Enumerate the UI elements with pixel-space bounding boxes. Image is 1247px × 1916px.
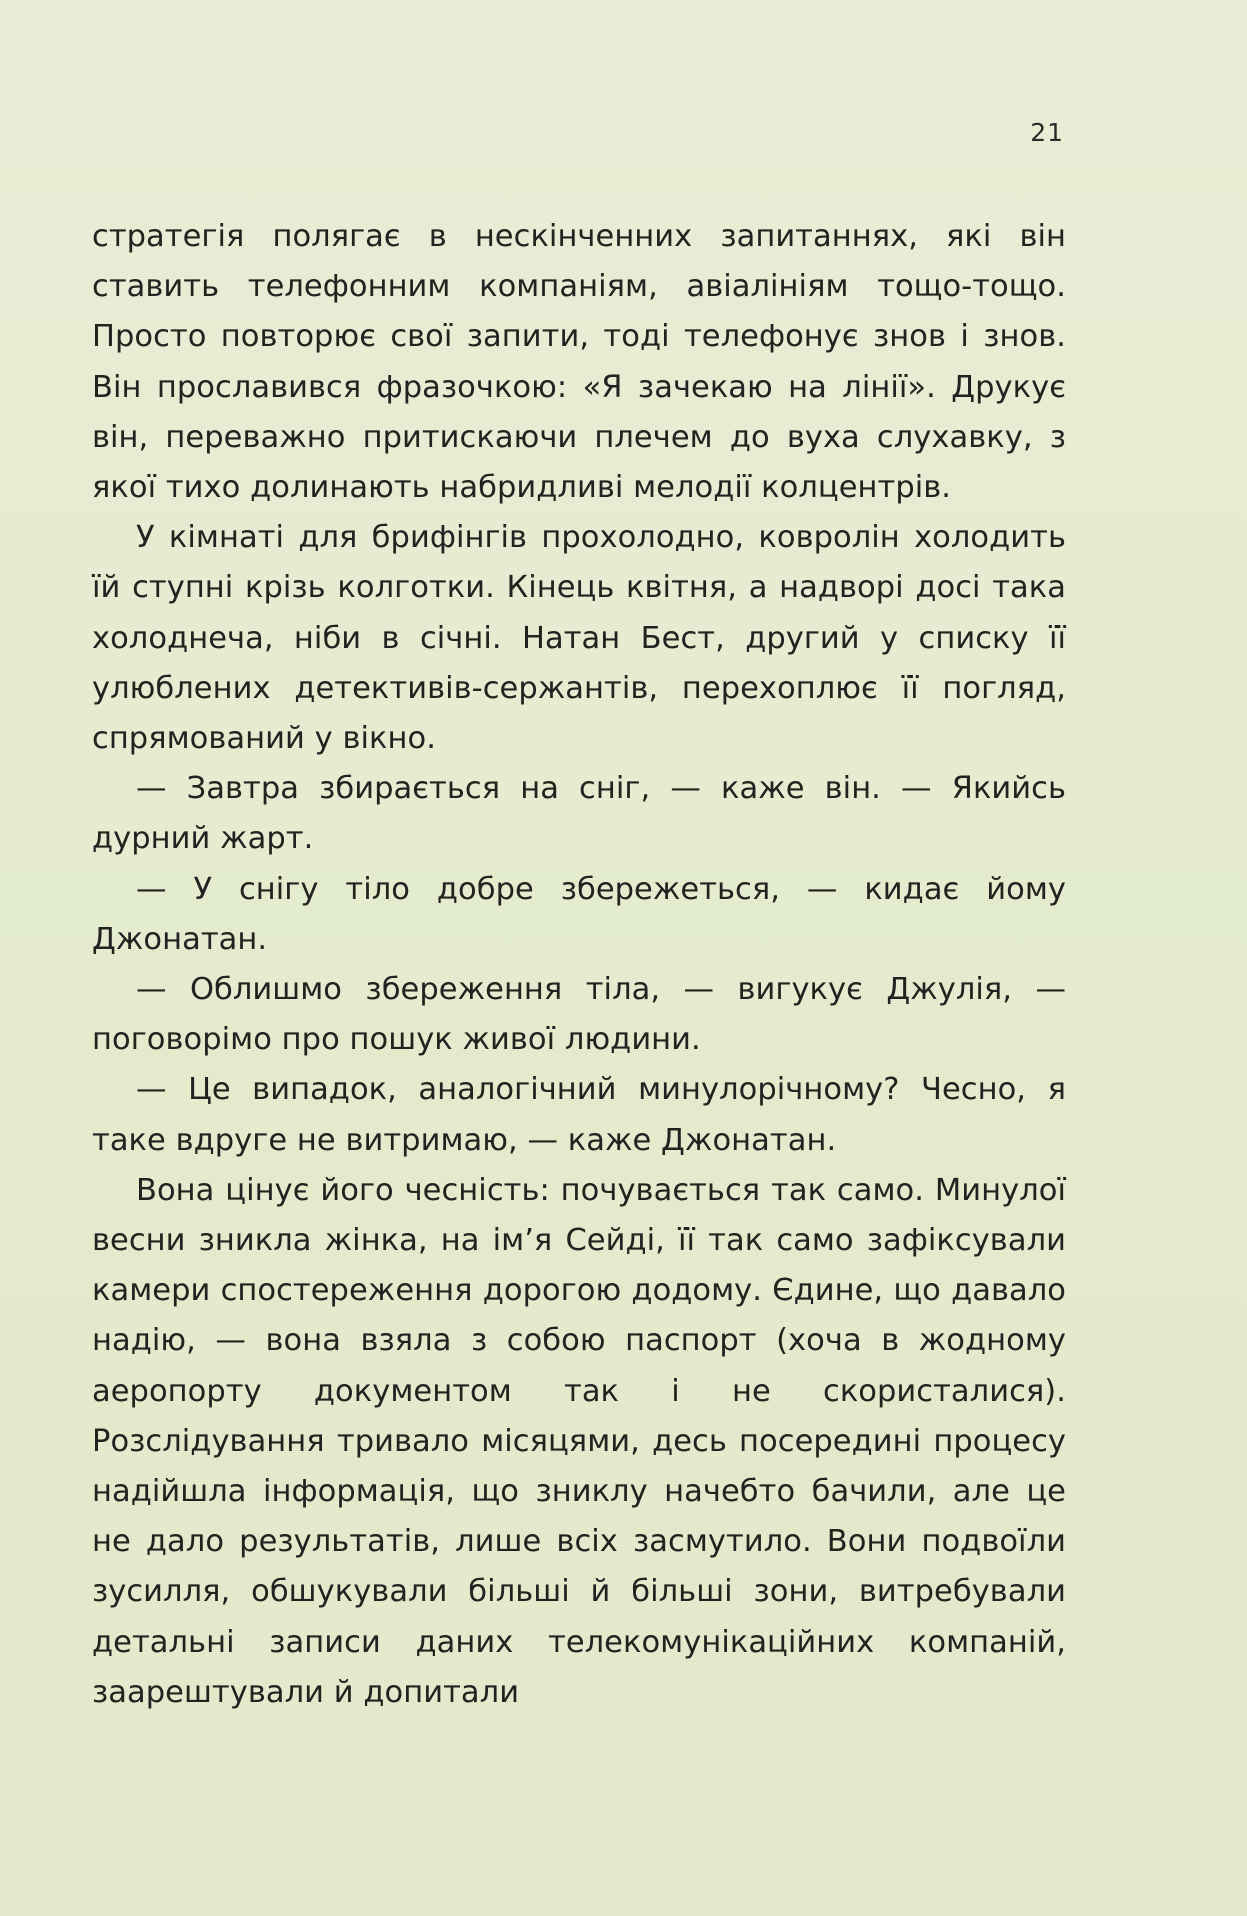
- page-number: 21: [1030, 118, 1064, 147]
- dialogue-line-snow: — Завтра збирається на сніг, — каже він. — Якийсь дурний жарт.: [92, 771, 1066, 857]
- body-text: [92, 212, 1066, 1718]
- dialogue-line-jonathan: — Це випадок, аналогічний минулорічному? Чесно, я таке вдруге не витримаю, — каже Джонатан.: [92, 1072, 1066, 1158]
- dialogue-line-body: — У снігу тіло добре збережеться, — кидає йому Джонатан.: [92, 871, 1066, 957]
- paragraph-sadie-case: Вона цінує його чесність: почувається так само. Минулої весни зникла жінка, на ім’я Сейді, її так само зафіксували камери спостереження дорогою додому. Єдине, що давало надію, — вона взяла з собою паспорт (хоча в жодному аеропорту документом так і не скористалися). Розслідування тривало місяцями, десь посередині процесу надійшла інформація, що зниклу начебто бачили, але це не дало результатів, лише всіх засмутило. Вони подвоїли зусилля, обшукували більші й більші зони, витребували детальні записи даних телекомунікаційних компаній, заарештували й допитали: [92, 1172, 1066, 1710]
- paragraph-briefing-room: У кімнаті для брифінгів прохолодно, ковролін холодить їй ступні крізь колготки. Кінець квітня, а надворі досі така холоднеча, ніби в січні. Натан Бест, другий у списку її улюблених детективів-сержантів, перехоплює її погляд, спрямований у вікно.: [92, 520, 1066, 757]
- paragraph-continued: стратегія полягає в нескінченних запитаннях, які він ставить телефонним компаніям, авіалініям тощо-тощо. Просто повторює свої запити, тоді телефонує знов і знов. Він прославився фразочкою: «Я зачекаю на лінії». Друкує він, переважно притискаючи плечем до вуха слухавку, з якої тихо долинають набридливі мелодії колцентрів.: [92, 219, 1066, 506]
- dialogue-line-julia: — Облишмо збереження тіла, — вигукує Джулія, — поговорімо про пошук живої людини.: [92, 972, 1066, 1058]
